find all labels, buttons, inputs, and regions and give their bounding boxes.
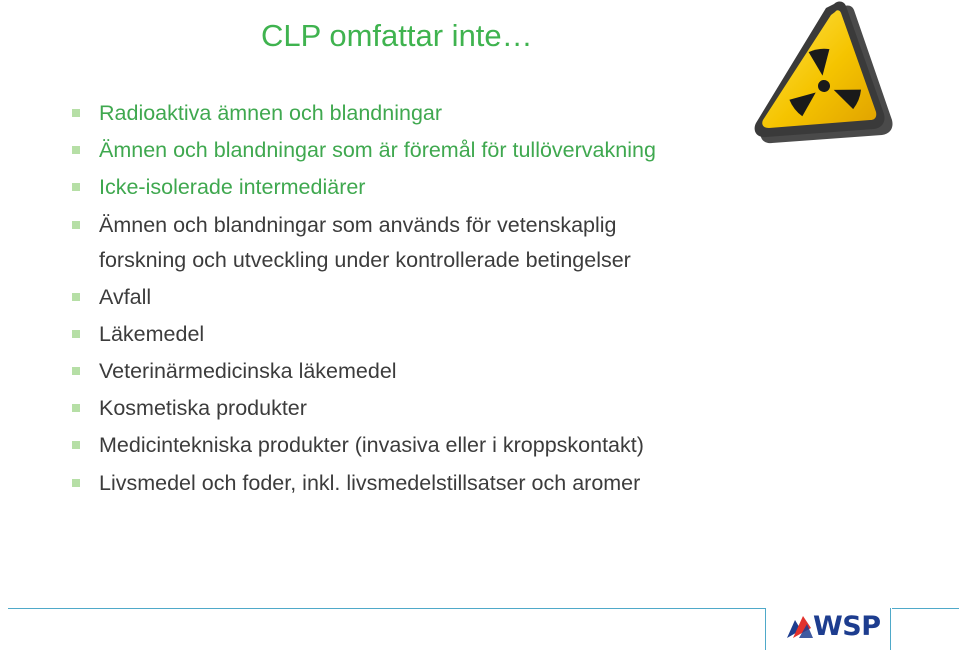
bullet-text: Icke-isolerade intermediärer bbox=[99, 175, 366, 200]
bullet-marker-icon bbox=[72, 404, 80, 412]
bullet-item bbox=[72, 317, 752, 352]
wsp-logo-mark-icon bbox=[785, 614, 815, 640]
radiation-warning-icon bbox=[750, 0, 896, 148]
bullet-text: Ämnen och blandningar som är föremål för tullövervakning bbox=[99, 138, 656, 163]
bullet-marker-icon bbox=[72, 441, 80, 449]
bullet-item bbox=[72, 170, 752, 205]
bullet-text: Veterinärmedicinska läkemedel bbox=[99, 359, 397, 384]
bullet-item bbox=[72, 428, 752, 463]
bullet-list bbox=[72, 96, 752, 503]
bullet-marker-icon bbox=[72, 146, 80, 154]
wsp-logo-text: WSP bbox=[813, 611, 881, 642]
bullet-item bbox=[72, 391, 752, 426]
bullet-text: Avfall bbox=[99, 284, 152, 309]
bullet-marker-icon bbox=[72, 479, 80, 487]
bullet-item bbox=[72, 466, 752, 501]
bullet-item bbox=[72, 354, 752, 389]
bullet-item bbox=[72, 280, 752, 315]
bullet-marker-icon bbox=[72, 367, 80, 375]
footer-divider bbox=[892, 608, 959, 609]
bullet-item bbox=[72, 96, 752, 131]
bullet-text: Medicintekniska produkter (invasiva eller i kroppskontakt) bbox=[99, 433, 644, 458]
wsp-logo bbox=[765, 608, 891, 650]
bullet-marker-icon bbox=[72, 293, 80, 301]
bullet-item bbox=[72, 133, 752, 168]
bullet-marker-icon bbox=[72, 330, 80, 338]
bullet-marker-icon bbox=[72, 183, 80, 191]
slide-title: CLP omfattar inte… bbox=[261, 18, 533, 53]
bullet-text: Livsmedel och foder, inkl. livsmedelstillsatser och aromer bbox=[99, 470, 641, 495]
bullet-text: Kosmetiska produkter bbox=[99, 396, 307, 421]
bullet-marker-icon bbox=[72, 109, 80, 117]
bullet-text: Läkemedel bbox=[99, 321, 205, 346]
footer-divider bbox=[8, 608, 765, 609]
bullet-text: Ämnen och blandningar som används för vetenskaplig forskning och utveckling under kontrollerade betingelser bbox=[99, 212, 631, 272]
bullet-text: Radioaktiva ämnen och blandningar bbox=[99, 101, 443, 125]
bullet-item bbox=[72, 208, 752, 278]
bullet-marker-icon bbox=[72, 221, 80, 229]
